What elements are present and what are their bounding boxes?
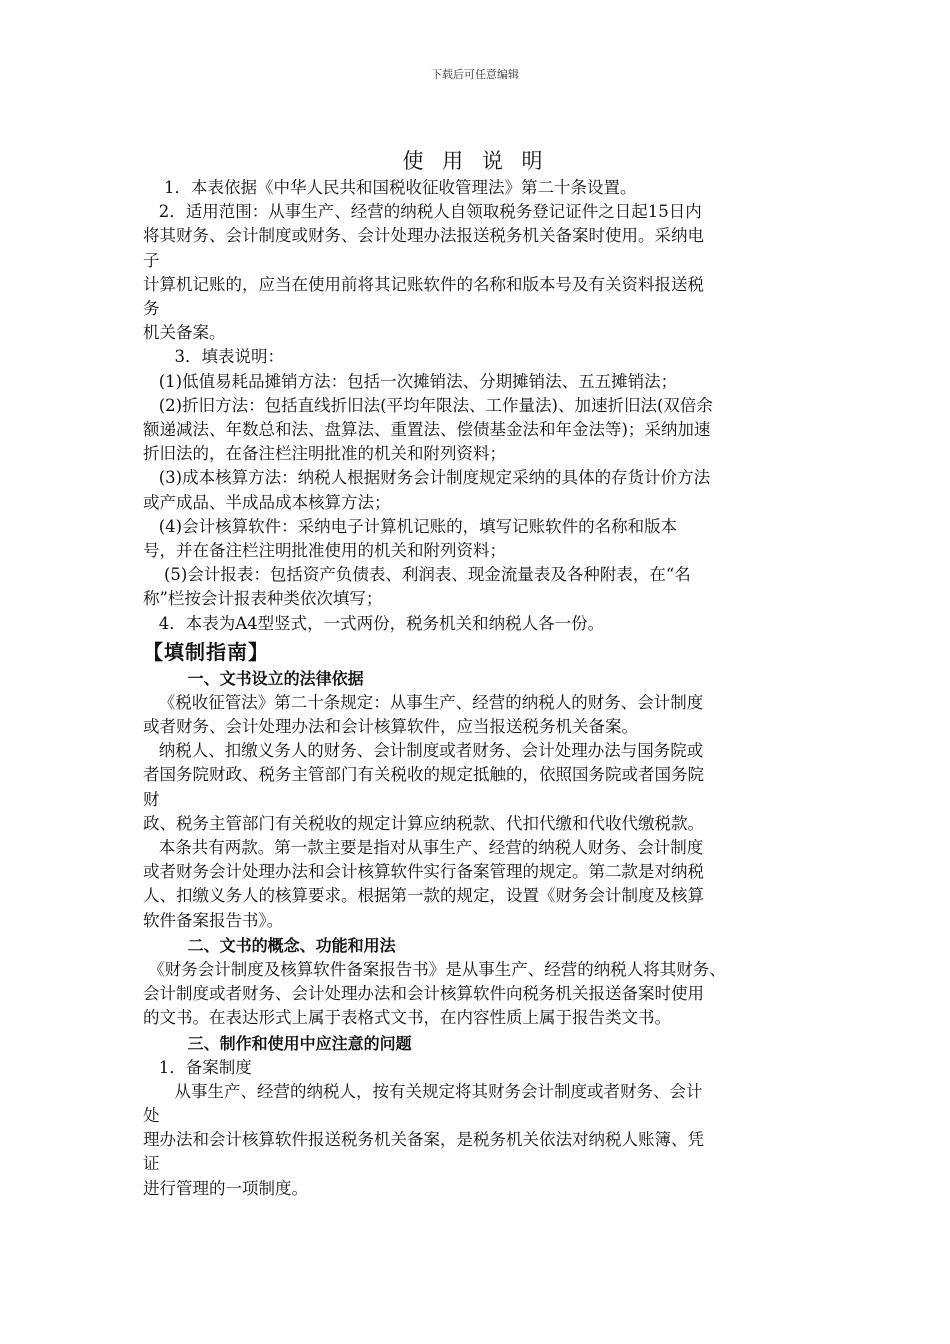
text-line: (4)会计核算软件：采纳电子计算机记账的，填写记账软件的名称和版本 <box>143 516 678 536</box>
text-line: 本条共有两款。第一款主要是指对从事生产、经营的纳税人财务、会计制度 <box>143 838 704 858</box>
text-line: 2．适用范围：从事生产、经营的纳税人自领取税务登记证件之日起15日内 <box>143 202 702 222</box>
section-1-heading: 一、文书设立的法律依据 <box>143 668 364 688</box>
text-line: 号，并在备注栏注明批准使用的机关和附列资料； <box>143 541 506 561</box>
text-line: 1．备案制度 <box>143 1057 252 1077</box>
text-line: 《税收征管法》第二十条规定：从事生产、经营的纳税人的财务、会计制度 <box>143 692 704 712</box>
text-line: 或者财务、会计处理办法和会计核算软件，应当报送税务机关备案。 <box>143 717 638 737</box>
text-line: 将其财务、会计制度或财务、会计处理办法报送税务机关备案时使用。采纳电 <box>143 226 704 246</box>
section-1-body <box>143 691 808 933</box>
usage-instructions <box>143 176 808 636</box>
text-line: 称”栏按会计报表种类依次填写； <box>143 589 383 609</box>
text-line: 证 <box>143 1154 160 1174</box>
text-line: 额递减法、年数总和法、盘算法、重置法、偿债基金法和年金法等)；采纳加速 <box>143 420 711 440</box>
text-line: 从事生产、经营的纳税人，按有关规定将其财务会计制度或者财务、会计 <box>143 1081 703 1101</box>
text-line: 理办法和会计核算软件报送税务机关备案，是税务机关依法对纳税人账簿、凭 <box>143 1130 704 1150</box>
text-line: 或者财务会计处理办法和会计核算软件实行备案管理的规定。第二款是对纳税 <box>143 862 704 882</box>
text-line: (3)成本核算方法：纳税人根据财务会计制度规定采纳的具体的存货计价方法 <box>143 468 711 488</box>
section-2-heading: 二、文书的概念、功能和用法 <box>143 935 396 955</box>
text-line: 会计制度或者财务、会计处理办法和会计核算软件向税务机关报送备案时使用 <box>143 984 704 1004</box>
text-line: (2)折旧方法：包括直线折旧法(平均年限法、工作量法)、加速折旧法(双倍余 <box>143 395 713 415</box>
text-line: 《财务会计制度及核算软件备案报告书》是从事生产、经营的纳税人将其财务、 <box>143 959 726 979</box>
text-line: 折旧法的，在备注栏注明批准的机关和附列资料； <box>143 444 506 464</box>
section-3-body <box>143 1056 808 1201</box>
guide-heading: 【填制指南】 <box>143 639 269 664</box>
text-line: 务 <box>143 299 160 319</box>
doc-title: 使 用 说 明 <box>402 149 549 173</box>
text-line: 人、扣缴义务人的核算要求。根据第一款的规定，设置《财务会计制度及核算 <box>143 886 704 906</box>
text-line: 计算机记账的，应当在使用前将其记账软件的名称和版本号及有关资料报送税 <box>143 274 704 294</box>
document-body <box>143 146 808 1201</box>
text-line: 纳税人、扣缴义务人的财务、会计制度或者财务、会计处理办法与国务院或 <box>143 741 704 761</box>
text-line: 进行管理的一项制度。 <box>143 1178 308 1198</box>
text-line: 者国务院财政、税务主管部门有关税收的规定抵触的，依照国务院或者国务院 <box>143 765 704 785</box>
text-line: 软件备案报告书》。 <box>143 910 284 930</box>
text-line: 财 <box>143 789 160 809</box>
text-line: 3．填表说明： <box>143 347 284 367</box>
section-3-heading: 三、制作和使用中应注意的问题 <box>143 1033 412 1053</box>
text-line: (5)会计报表：包括资产负债表、利润表、现金流量表及各种附表，在“名 <box>143 565 691 585</box>
text-line: 或产成品、半成品成本核算方法； <box>143 492 391 512</box>
text-line: 1．本表依据《中华人民共和国税收征收管理法》第二十条设置。 <box>143 178 637 197</box>
text-line: 政、税务主管部门有关税收的规定计算应纳税款、代扣代缴和代收代缴税款。 <box>143 813 704 833</box>
text-line: 子 <box>143 250 160 270</box>
text-line: 的文书。在表达形式上属于表格式文书，在内容性质上属于报告类文书。 <box>143 1008 671 1028</box>
text-line: 机关备案。 <box>143 323 226 343</box>
text-line: (1)低值易耗品摊销方法：包括一次摊销法、分期摊销法、五五摊销法； <box>143 371 678 391</box>
text-line: 4．本表为A4型竖式，一式两份，税务机关和纳税人各一份。 <box>143 613 605 633</box>
header-note: 下载后可任意编辑 <box>431 68 519 81</box>
text-line: 处 <box>143 1105 160 1125</box>
section-2-body <box>143 958 808 1031</box>
